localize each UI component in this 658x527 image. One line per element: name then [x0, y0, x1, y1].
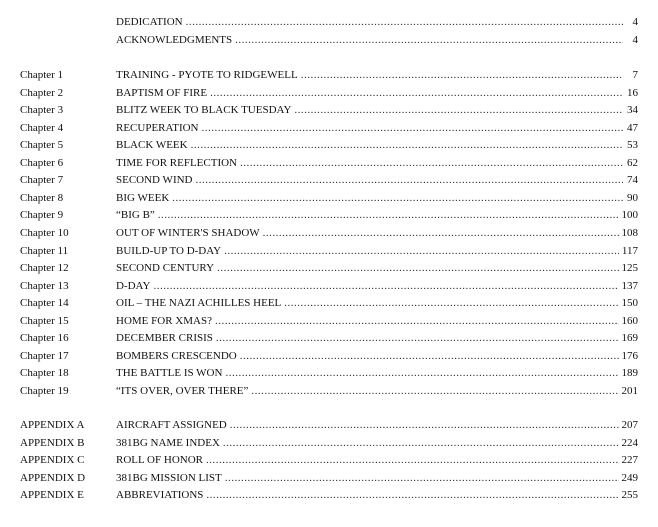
entry-label: Chapter 7: [20, 174, 64, 186]
entry-title: THE BATTLE IS WON: [116, 367, 223, 379]
entry-label: APPENDIX B: [20, 437, 85, 449]
entry-page-number: 4: [632, 16, 638, 28]
entry-label: Chapter 10: [20, 227, 69, 239]
entry-label: APPENDIX E: [20, 489, 84, 501]
entry-label: APPENDIX A: [20, 419, 85, 431]
entry-page-number: 34: [627, 104, 638, 116]
entry-page-number: 47: [627, 122, 638, 134]
entry-page-number: 227: [621, 454, 638, 466]
toc-entry[interactable]: [20, 279, 638, 294]
entry-title: DEDICATION: [116, 16, 183, 28]
toc-entry[interactable]: [20, 331, 638, 346]
dot-leader: [301, 68, 623, 83]
entry-label: APPENDIX C: [20, 454, 85, 466]
entry-title: ACKNOWLEDGMENTS: [116, 34, 233, 46]
toc-entry[interactable]: [20, 244, 638, 259]
dot-leader: [251, 384, 618, 399]
toc-entry[interactable]: [20, 436, 638, 451]
entry-title: BAPTISM OF FIRE: [116, 87, 208, 99]
entry-page-number: 125: [621, 262, 638, 274]
entry-page-number: 224: [621, 437, 638, 449]
entry-label: Chapter 3: [20, 104, 64, 116]
dot-leader: [225, 366, 618, 381]
toc-entry[interactable]: [20, 349, 638, 364]
entry-label: Chapter 6: [20, 157, 64, 169]
entry-page-number: 137: [621, 280, 638, 292]
dot-leader: [224, 244, 619, 259]
entry-page-number: 117: [621, 245, 638, 257]
toc-entry[interactable]: [20, 15, 638, 30]
dot-leader: [206, 488, 618, 503]
entry-label: Chapter 9: [20, 209, 64, 221]
entry-title: 381BG MISSION LIST: [116, 472, 222, 484]
entry-page-number: 255: [621, 489, 638, 501]
dot-leader: [153, 279, 618, 294]
dot-leader: [191, 138, 623, 153]
toc-entry[interactable]: [20, 191, 638, 206]
entry-title: BUILD-UP TO D-DAY: [116, 245, 222, 257]
dot-leader: [263, 226, 619, 241]
toc-entry[interactable]: [20, 68, 638, 83]
entry-title: BOMBERS CRESCENDO: [116, 350, 237, 362]
entry-page-number: 108: [621, 227, 638, 239]
entry-page-number: 160: [621, 315, 638, 327]
toc-entry[interactable]: [20, 33, 638, 48]
dot-leader: [223, 436, 619, 451]
entry-page-number: 201: [621, 385, 638, 397]
entry-page-number: 189: [621, 367, 638, 379]
toc-entry[interactable]: [20, 314, 638, 329]
entry-page-number: 7: [632, 69, 638, 81]
toc-entry[interactable]: [20, 208, 638, 223]
entry-label: Chapter 4: [20, 122, 64, 134]
entry-title: TRAINING - PYOTE TO RIDGEWELL: [116, 69, 298, 81]
entry-page-number: 176: [621, 350, 638, 362]
entry-title: SECOND CENTURY: [116, 262, 215, 274]
entry-page-number: 16: [627, 87, 638, 99]
dot-leader: [240, 156, 623, 171]
entry-title: D-DAY: [116, 280, 151, 292]
toc-entry[interactable]: [20, 261, 638, 276]
dot-leader: [158, 208, 619, 223]
entry-title: ABBREVIATIONS: [116, 489, 204, 501]
toc-entry[interactable]: [20, 488, 638, 503]
entry-label: Chapter 12: [20, 262, 69, 274]
entry-title: “ITS OVER, OVER THERE”: [116, 385, 249, 397]
toc-entry[interactable]: [20, 453, 638, 468]
toc-entry[interactable]: [20, 173, 638, 188]
entry-page-number: 74: [627, 174, 638, 186]
toc-entry[interactable]: [20, 138, 638, 153]
entry-title: OUT OF WINTER'S SHADOW: [116, 227, 260, 239]
entry-title: “BIG B”: [116, 209, 155, 221]
entry-label: Chapter 15: [20, 315, 69, 327]
entry-label: Chapter 1: [20, 69, 64, 81]
entry-page-number: 249: [621, 472, 638, 484]
toc-entry[interactable]: [20, 384, 638, 399]
toc-entry[interactable]: [20, 156, 638, 171]
entry-title: SECOND WIND: [116, 174, 193, 186]
entry-page-number: 90: [627, 192, 638, 204]
entry-label: Chapter 11: [20, 245, 69, 257]
entry-title: ROLL OF HONOR: [116, 454, 203, 466]
entry-label: Chapter 13: [20, 280, 69, 292]
dot-leader: [230, 418, 619, 433]
entry-label: Chapter 8: [20, 192, 64, 204]
entry-page-number: 100: [621, 209, 638, 221]
dot-leader: [216, 331, 619, 346]
entry-page-number: 207: [621, 419, 638, 431]
entry-page-number: 169: [621, 332, 638, 344]
entry-title: 381BG NAME INDEX: [116, 437, 220, 449]
entry-title: AIRCRAFT ASSIGNED: [116, 419, 227, 431]
entry-title: BLITZ WEEK TO BLACK TUESDAY: [116, 104, 292, 116]
dot-leader: [294, 103, 623, 118]
toc-entry[interactable]: [20, 86, 638, 101]
entry-label: Chapter 2: [20, 87, 64, 99]
entry-label: Chapter 17: [20, 350, 69, 362]
entry-title: BIG WEEK: [116, 192, 170, 204]
toc-entry[interactable]: [20, 296, 638, 311]
dot-leader: [196, 173, 624, 188]
entry-page-number: 4: [632, 34, 638, 46]
entry-label: Chapter 5: [20, 139, 64, 151]
dot-leader: [210, 86, 623, 101]
dot-leader: [172, 191, 623, 206]
entry-label: Chapter 16: [20, 332, 69, 344]
toc-entry[interactable]: [20, 121, 638, 136]
entry-page-number: 150: [621, 297, 638, 309]
toc-entry[interactable]: [20, 418, 638, 433]
entry-title: BLACK WEEK: [116, 139, 188, 151]
dot-leader: [284, 296, 618, 311]
entry-page-number: 62: [627, 157, 638, 169]
entry-title: DECEMBER CRISIS: [116, 332, 213, 344]
toc-entry[interactable]: [20, 471, 638, 486]
dot-leader: [206, 453, 619, 468]
toc-entry[interactable]: [20, 103, 638, 118]
dot-leader: [217, 261, 618, 276]
entry-label: Chapter 19: [20, 385, 69, 397]
toc-entry[interactable]: [20, 366, 638, 381]
entry-label: Chapter 14: [20, 297, 69, 309]
entry-label: Chapter 18: [20, 367, 69, 379]
dot-leader: [235, 33, 623, 48]
dot-leader: [240, 349, 619, 364]
dot-leader: [186, 15, 623, 30]
entry-title: OIL – THE NAZI ACHILLES HEEL: [116, 297, 282, 309]
entry-title: RECUPERATION: [116, 122, 199, 134]
dot-leader: [202, 121, 623, 136]
dot-leader: [225, 471, 619, 486]
dot-leader: [215, 314, 619, 329]
entry-page-number: 53: [627, 139, 638, 151]
entry-title: TIME FOR REFLECTION: [116, 157, 237, 169]
entry-label: APPENDIX D: [20, 472, 86, 484]
toc-entry[interactable]: [20, 226, 638, 241]
entry-title: HOME FOR XMAS?: [116, 315, 212, 327]
